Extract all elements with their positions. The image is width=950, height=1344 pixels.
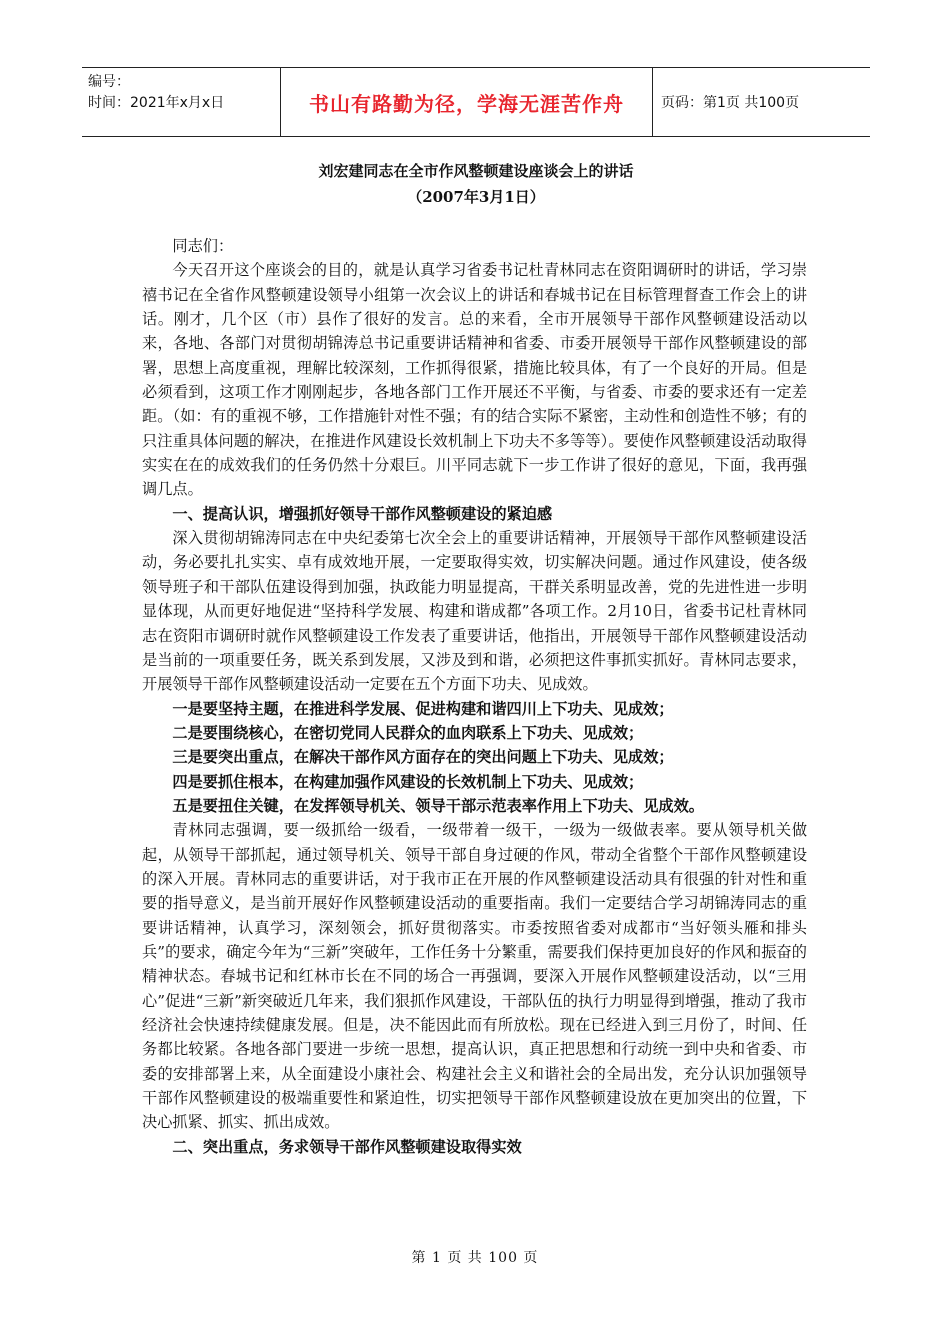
header-motto-cell (280, 68, 653, 136)
point-3: 三是要突出重点，在解决干部作风方面存在的突出问题上下功夫、见成效； (172, 748, 674, 767)
section-heading-2: 二、突出重点，务求领导干部作风整顿建设取得实效 (172, 1137, 522, 1156)
time-label: 时间：2021年x月x日 (88, 95, 225, 111)
page-footer: 第 1 页 共 100 页 (411, 1250, 539, 1266)
header-meta (82, 68, 280, 136)
motto-text: 书山有路勤为径，学海无涯苦作舟 (309, 91, 624, 116)
header-page-info (653, 68, 870, 136)
point-2: 二是要围绕核心，在密切党同人民群众的血肉联系上下功夫、见成效； (172, 723, 644, 742)
point-1: 一是要坚持主题，在推进科学发展、促进构建和谐四川上下功夫、见成效； (172, 699, 674, 718)
greeting: 同志们： (172, 237, 234, 255)
paragraph-2: 深入贯彻胡锦涛同志在中央纪委第七次全会上的重要讲话精神，开展领导干部作风整顿建设活动，务必要扎扎实实、卓有成效地开展，一定要取得实效，切实解决问题。通过作风建设，使各级领导班子和干部队伍建设得到加强，执政能力明显提高，干群关系明显改善，党的先进性进一步明显体现，从而更好地促进“坚持科学发展、构建和谐成都”各项工作。2月10日，省委书记杜青林同志在资阳市调研时就作风整顿建设工作发表了重要讲话，他指出，开展领导干部作风整顿建设活动是当前的一项重要任务，既关系到发展，又涉及到和谐，必须把这件事抓实抓好。青林同志要求，开展领导干部作风整顿建设活动一定要在五个方面下功夫、见成效。 (142, 529, 807, 694)
number-label: 编号： (88, 74, 130, 90)
document-title: 刘宏建同志在全市作风整顿建设座谈会上的讲话 (318, 162, 634, 180)
document-header (82, 67, 870, 137)
document-body (142, 234, 807, 1159)
document-date: （2007年3月1日） (407, 188, 545, 206)
point-5: 五是要扭住关键，在发挥领导机关、领导干部示范表率作用上下功夫、见成效。 (172, 796, 704, 815)
page-info-text: 页码：第1页 共100页 (661, 95, 800, 111)
point-4: 四是要抓住根本，在构建加强作风建设的长效机制上下功夫、见成效； (172, 772, 644, 791)
section-heading-1: 一、提高认识，增强抓好领导干部作风整顿建设的紧迫感 (172, 504, 553, 523)
paragraph-3: 青林同志强调，要一级抓给一级看，一级带着一级干，一级为一级做表率。要从领导机关做起，从领导干部抓起，通过领导机关、领导干部自身过硬的作风，带动全省整个干部作风整顿建设的深入开展。青林同志的重要讲话，对于我市正在开展的作风整顿建设活动具有很强的针对性和重要的指导意义，是当前开展好作风整顿建设活动的重要指南。我们一定要结合学习胡锦涛同志的重要讲话精神，认真学习，深刻领会，抓好贯彻落实。市委按照省委对成都市“当好领头雁和排头兵”的要求，确定今年为“三新”突破年，工作任务十分繁重，需要我们保持更加良好的作风和振奋的精神状态。春城书记和红林市长在不同的场合一再强调，要深入开展作风整顿建设活动，以“三用心”促进“三新”新突破近几年来，我们狠抓作风建设，干部队伍的执行力明显得到增强，推动了我市经济社会快速持续健康发展。但是，决不能因此而有所放松。现在已经进入到三月份了，时间、任务都比较紧。各地各部门要进一步统一思想，提高认识，真正把思想和行动统一到中央和省委、市委的安排部署上来，从全面建设小康社会、构建社会主义和谐社会的全局出发，充分认识加强领导干部作风整顿建设的极端重要性和紧迫性，切实把领导干部作风整顿建设放在更加突出的位置，下决心抓紧、抓实、抓出成效。 (142, 821, 807, 1132)
paragraph-1: 今天召开这个座谈会的目的，就是认真学习省委书记杜青林同志在资阳调研时的讲话，学习崇禧书记在全省作风整顿建设领导小组第一次会议上的讲话和春城书记在目标管理督查工作会上的讲话。刚才，几个区（市）县作了很好的发言。总的来看，全市开展领导干部作风整顿建设活动以来，各地、各部门对贯彻胡锦涛总书记重要讲话精神和省委、市委开展领导干部作风整顿建设的部署，思想上高度重视，理解比较深刻，工作抓得很紧，措施比较具体，有了一个良好的开局。但是必须看到，这项工作才刚刚起步，各地各部门工作开展还不平衡，与省委、市委的要求还有一定差距。（如：有的重视不够，工作措施针对性不强；有的结合实际不紧密，主动性和创造性不够；有的只注重具体问题的解决，在推进作风建设长效机制上下功夫不多等等）。要使作风整顿建设活动取得实实在在的成效我们的任务仍然十分艰巨。川平同志就下一步工作讲了很好的意见，下面，我再强调几点。 (142, 261, 807, 499)
